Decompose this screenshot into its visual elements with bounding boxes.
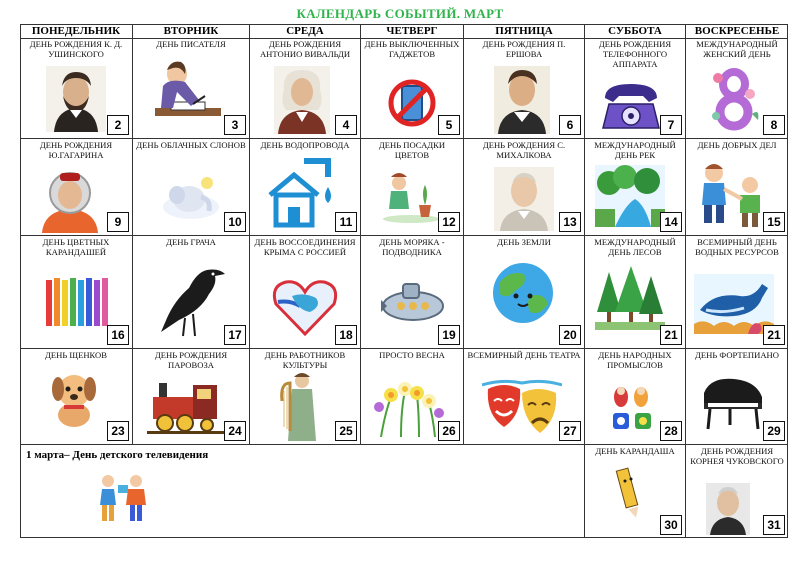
submarine-icon — [377, 272, 447, 328]
grid-line — [584, 24, 585, 538]
grid-line — [20, 138, 788, 139]
calendar-cell — [686, 38, 788, 138]
event-caption: ДЕНЬ РОЖДЕНИЯ КОРНЕЯ ЧУКОВСКОГО — [690, 446, 784, 466]
grid-line — [463, 24, 464, 445]
pencils-icon — [44, 266, 108, 330]
event-caption: ДЕНЬ РОЖДЕНИЯ ТЕЛЕФОННОГО АППАРАТА — [598, 39, 672, 69]
event-caption: ДЕНЬ РОЖДЕНИЯ К. Д. УШИНСКОГО — [29, 39, 123, 59]
piano-icon — [700, 373, 766, 431]
crow-icon — [149, 260, 229, 338]
kids-icon — [696, 159, 770, 229]
calendar-cell — [20, 236, 132, 348]
portrait-icon — [274, 66, 330, 134]
day-number: 18 — [335, 325, 357, 345]
portrait-icon — [494, 167, 554, 231]
writer-icon — [151, 56, 225, 130]
locomotive-icon — [147, 375, 227, 435]
weekday-sunday: ВОСКРЕСЕНЬЕ — [694, 25, 780, 37]
folk-crafts-icon — [611, 383, 655, 437]
calendar-cell — [20, 139, 132, 235]
telephone-icon — [599, 76, 663, 132]
whale-icon — [694, 274, 774, 334]
cloud-elephant-icon — [159, 173, 223, 223]
calendar-title: КАЛЕНДАРЬ СОБЫТИЙ. МАРТ — [296, 6, 504, 21]
weekday-saturday: СУББОТА — [608, 25, 662, 37]
calendar-cell — [250, 236, 360, 348]
event-caption: МЕЖДУНАРОДНЫЙ ДЕНЬ ЛЕСОВ — [594, 237, 676, 257]
calendar-cell — [464, 38, 584, 138]
event-caption: ДЕНЬ ВОССОЕДИНЕНИЯ КРЫМА С РОССИЕЙ — [254, 237, 356, 257]
grid-line — [249, 24, 250, 445]
grid-line — [360, 24, 361, 445]
portrait-icon — [706, 483, 750, 535]
calendar-cell — [20, 38, 132, 138]
day-number: 19 — [438, 325, 460, 345]
event-caption: ДЕНЬ РОЖДЕНИЯ П. ЕРШОВА — [482, 39, 566, 59]
day-number: 23 — [107, 421, 129, 441]
theatre-masks-icon — [482, 379, 562, 437]
day-number: 27 — [559, 421, 581, 441]
day-number: 13 — [559, 212, 581, 232]
day-number: 25 — [335, 421, 357, 441]
crimea-heart-icon — [270, 276, 340, 336]
river-icon — [595, 165, 665, 227]
event-caption: ДЕНЬ ЦВЕТНЫХ КАРАНДАШЕЙ — [42, 237, 110, 257]
weekday-wednesday: СРЕДА — [286, 25, 324, 37]
calendar-cell — [133, 349, 249, 444]
calendar-cell — [250, 349, 360, 444]
grid-line — [787, 24, 788, 538]
day-number: 21 — [660, 325, 682, 345]
calendar-cell — [361, 139, 463, 235]
calendar-cell — [361, 38, 463, 138]
day-number: 2 — [107, 115, 129, 135]
harp-lady-icon — [276, 371, 326, 441]
day-number: 12 — [438, 212, 460, 232]
portrait-icon — [494, 66, 550, 134]
day-number: 11 — [335, 212, 357, 232]
day-number: 24 — [224, 421, 246, 441]
day-number: 28 — [660, 421, 682, 441]
event-caption: ДЕНЬ РОЖДЕНИЯ АНТОНИО ВИВАЛЬДИ — [259, 39, 351, 59]
event-caption: ДЕНЬ ЗЕМЛИ — [497, 237, 551, 247]
note-text: 1 марта– День детского телевидения — [26, 449, 209, 461]
note-area — [20, 445, 584, 538]
calendar-cell — [585, 139, 685, 235]
calendar-cell — [133, 139, 249, 235]
day-number: 4 — [335, 115, 357, 135]
calendar-cell — [361, 349, 463, 444]
day-number: 20 — [559, 325, 581, 345]
event-caption: ДЕНЬ РОЖДЕНИЯ Ю.ГАГАРИНА — [39, 140, 113, 160]
calendar-cell — [686, 236, 788, 348]
weekday-friday: ПЯТНИЦА — [495, 25, 553, 37]
calendar-grid — [20, 24, 788, 538]
calendar-cell — [585, 236, 685, 348]
pencil-icon — [609, 463, 645, 519]
day-number: 26 — [438, 421, 460, 441]
day-number: 14 — [660, 212, 682, 232]
calendar-cell — [133, 236, 249, 348]
calendar-cell — [464, 139, 584, 235]
portrait-icon — [46, 66, 106, 132]
calendar-cell — [585, 349, 685, 444]
event-caption: ПРОСТО ВЕСНА — [379, 350, 445, 360]
event-caption: ДЕНЬ РОЖДЕНИЯ С. МИХАЛКОВА — [482, 140, 566, 160]
calendar-cell — [20, 349, 132, 444]
kids-icon — [96, 473, 150, 523]
grid-line — [20, 235, 788, 236]
event-caption: ДЕНЬ ДОБРЫХ ДЕЛ — [697, 140, 777, 150]
grid-line — [20, 348, 788, 349]
calendar-cell — [250, 139, 360, 235]
planting-icon — [379, 169, 443, 223]
day-number: 9 — [107, 212, 129, 232]
day-number: 7 — [660, 115, 682, 135]
puppy-icon — [46, 367, 102, 429]
weekday-monday: ПОНЕДЕЛЬНИК — [31, 25, 121, 37]
day-number: 29 — [763, 421, 785, 441]
grid-line — [132, 24, 133, 445]
day-number: 10 — [224, 212, 246, 232]
no-phone-icon — [387, 78, 437, 128]
calendar-cell — [250, 38, 360, 138]
forest-icon — [595, 262, 665, 332]
event-caption: ДЕНЬ ВЫКЛЮЧЕННЫХ ГАДЖЕТОВ — [364, 39, 460, 59]
event-caption: ДЕНЬ ПОСАДКИ ЦВЕТОВ — [378, 140, 446, 160]
calendar-cell — [686, 139, 788, 235]
calendar-cell — [585, 38, 685, 138]
grid-line — [20, 24, 21, 538]
grid-line — [20, 444, 788, 445]
event-caption: ДЕНЬ РОЖДЕНИЯ ПАРОВОЗА — [154, 350, 228, 370]
cosmonaut-icon — [38, 165, 102, 233]
day-number: 6 — [559, 115, 581, 135]
weekday-thursday: ЧЕТВЕРГ — [386, 25, 438, 37]
grid-line — [20, 537, 788, 538]
event-caption: ВСЕМИРНЫЙ ДЕНЬ ВОДНЫХ РЕСУРСОВ — [695, 237, 779, 257]
event-caption: ДЕНЬ ФОРТЕПИАНО — [695, 350, 779, 360]
event-caption: МЕЖДУНАРОДНЫЙ ЖЕНСКИЙ ДЕНЬ — [696, 39, 778, 59]
calendar-cell — [464, 349, 584, 444]
day-number: 31 — [763, 515, 785, 535]
day-number: 3 — [224, 115, 246, 135]
calendar-cell — [686, 349, 788, 444]
event-caption: ДЕНЬ РАБОТНИКОВ КУЛЬТУРЫ — [264, 350, 346, 370]
water-house-icon — [264, 155, 340, 229]
calendar-cell — [464, 236, 584, 348]
grid-line — [20, 38, 788, 39]
event-caption: ДЕНЬ НАРОДНЫХ ПРОМЫСЛОВ — [598, 350, 672, 370]
event-caption: МЕЖДУНАРОДНЫЙ ДЕНЬ РЕК — [594, 140, 676, 160]
event-caption: ДЕНЬ ОБЛАЧНЫХ СЛОНОВ — [136, 140, 246, 150]
earth-icon — [490, 260, 556, 326]
day-number: 15 — [763, 212, 785, 232]
event-caption: ДЕНЬ ПИСАТЕЛЯ — [156, 39, 226, 49]
event-caption: ДЕНЬ МОРЯКА - ПОДВОДНИКА — [379, 237, 445, 257]
calendar-cell — [361, 236, 463, 348]
day-number: 30 — [660, 515, 682, 535]
event-caption: ВСЕМИРНЫЙ ДЕНЬ ТЕАТРА — [467, 350, 581, 360]
day-number: 8 — [763, 115, 785, 135]
event-caption: ДЕНЬ ЩЕНКОВ — [45, 350, 107, 360]
calendar-cell — [133, 38, 249, 138]
grid-line — [685, 24, 686, 538]
calendar-cell — [585, 445, 685, 538]
day-number: 17 — [224, 325, 246, 345]
eight-flowers-icon — [704, 64, 764, 134]
event-caption: ДЕНЬ ГРАЧА — [166, 237, 216, 247]
day-number: 21 — [763, 325, 785, 345]
day-number: 5 — [438, 115, 460, 135]
event-caption: ДЕНЬ ВОДОПРОВОДА — [260, 140, 350, 150]
weekday-tuesday: ВТОРНИК — [163, 25, 219, 37]
event-caption: ДЕНЬ КАРАНДАША — [595, 446, 675, 456]
calendar-cell — [686, 445, 788, 538]
day-number: 16 — [107, 325, 129, 345]
grid-line — [20, 24, 788, 25]
daffodils-icon — [371, 373, 447, 437]
